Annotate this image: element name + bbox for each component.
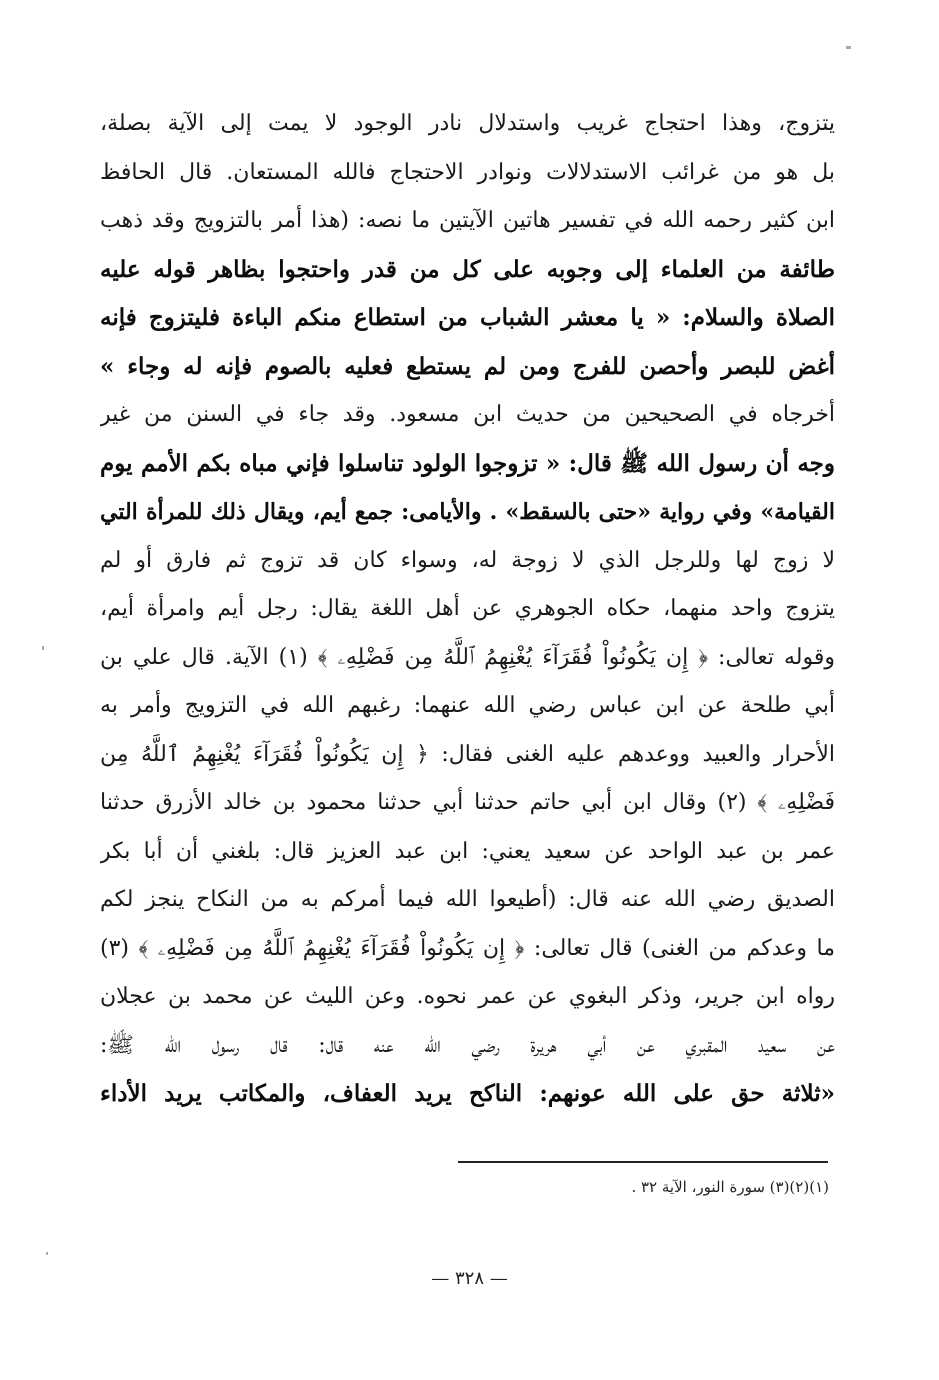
quran-line: وقوله تعالى: ﴿ إِن يَكُونُواْ فُقَرَآءَ يُغْنِهِمُ ٱللَّهُ مِن فَضْلِهِۦ ﴾ (١) الآية. قال علي بن: [100, 644, 835, 670]
page-number: — ٣٢٨ —: [431, 1268, 508, 1289]
text-line: بل هو من غرائب الاستدلالات ونوادر الاحتجاج فالله المستعان. قال الحافظ: [100, 159, 835, 185]
text-line: يتزوج، وهذا احتجاج غريب واستدلال نادر الوجود لا يمت إلى الآية بصلة،: [100, 111, 835, 136]
text-line: ابن كثير رحمه الله في تفسير هاتين الآيتين ما نصه: (هذا أمر بالتزويج وقد ذهب: [100, 208, 835, 233]
text-line: الصديق رضي الله عنه قال: (أطيعوا الله فيما أمركم به من النكاح ينجز لكم: [100, 887, 835, 912]
text-line: أبي طلحة عن ابن عباس رضي الله عنهما: رغبهم الله في التزويج وأمر به: [100, 693, 835, 718]
footnote: (١)(٢)(٣) سورة النور، الآية ٣٢ .: [631, 1178, 829, 1196]
quran-line: الأحرار والعبيد ووعدهم عليه الغنى فقال: ﴿ إِن يَكُونُواْ فُقَرَآءَ يُغْنِهِمُ ٱللَّهُ مِن: [100, 741, 835, 767]
hadith-line: القيامة» وفي رواية «حتى بالسقط» . والأيامى: جمع أيم، ويقال ذلك للمرأة التي: [100, 499, 835, 525]
hadith-line: أغض للبصر وأحصن للفرج ومن لم يستطع فعليه بالصوم فإنه له وجاء »: [100, 352, 835, 380]
text-line: يتزوج واحد منهما، حكاه الجوهري عن أهل اللغة يقال: رجل أيم وامرأة أيم،: [100, 596, 835, 621]
hadith-line: وجه أن رسول الله ﷺ قال: « تزوجوا الولود تناسلوا فإني مباه بكم الأمم يوم: [100, 449, 835, 477]
text-line: طائفة من العلماء إلى وجوبه على كل من قدر واحتجوا بظاهر قوله عليه: [100, 255, 835, 283]
scan-speck: [42, 646, 44, 650]
body-text: [100, 100, 835, 1119]
text-line: رواه ابن جرير، وذكر البغوي عن عمر نحوه. وعن الليث عن محمد بن عجلان: [100, 984, 835, 1009]
footnote-separator: [458, 1161, 828, 1163]
text-line: عمر بن عبد الواحد عن سعيد يعني: ابن عبد العزيز قال: بلغني أن أبا بكر: [100, 838, 835, 864]
scan-speck: [846, 46, 851, 49]
hadith-line: الصلاة والسلام: « يا معشر الشباب من استطاع منكم الباءة فليتزوج فإنه: [100, 304, 835, 331]
scan-speck: [46, 1252, 48, 1255]
text-line: عن سعيد المقبري عن أبي هريرة رضي الله عنه قال: قال رسول الله ﷺ:: [100, 1032, 835, 1058]
hadith-line: «ثلاثة حق على الله عونهم: الناكح يريد العفاف، والمكاتب يريد الأداء: [100, 1080, 835, 1107]
text-line: لا زوج لها وللرجل الذي لا زوجة له، وسواء كان قد تزوج ثم فارق أو لم: [100, 547, 835, 573]
quran-line: فَضْلِهِۦ ﴾ (٢) وقال ابن أبي حاتم حدثنا أبي حدثنا محمود بن خالد الأزرق حدثنا: [100, 790, 835, 815]
text-line: أخرجاه في الصحيحين من حديث ابن مسعود. وقد جاء في السنن من غير: [100, 402, 835, 427]
quran-line: ما وعدكم من الغنى) قال تعالى: ﴿ إِن يَكُونُواْ فُقَرَآءَ يُغْنِهِمُ ٱللَّهُ مِن فَضْلِهِۦ ﴾ (٣): [100, 935, 835, 961]
